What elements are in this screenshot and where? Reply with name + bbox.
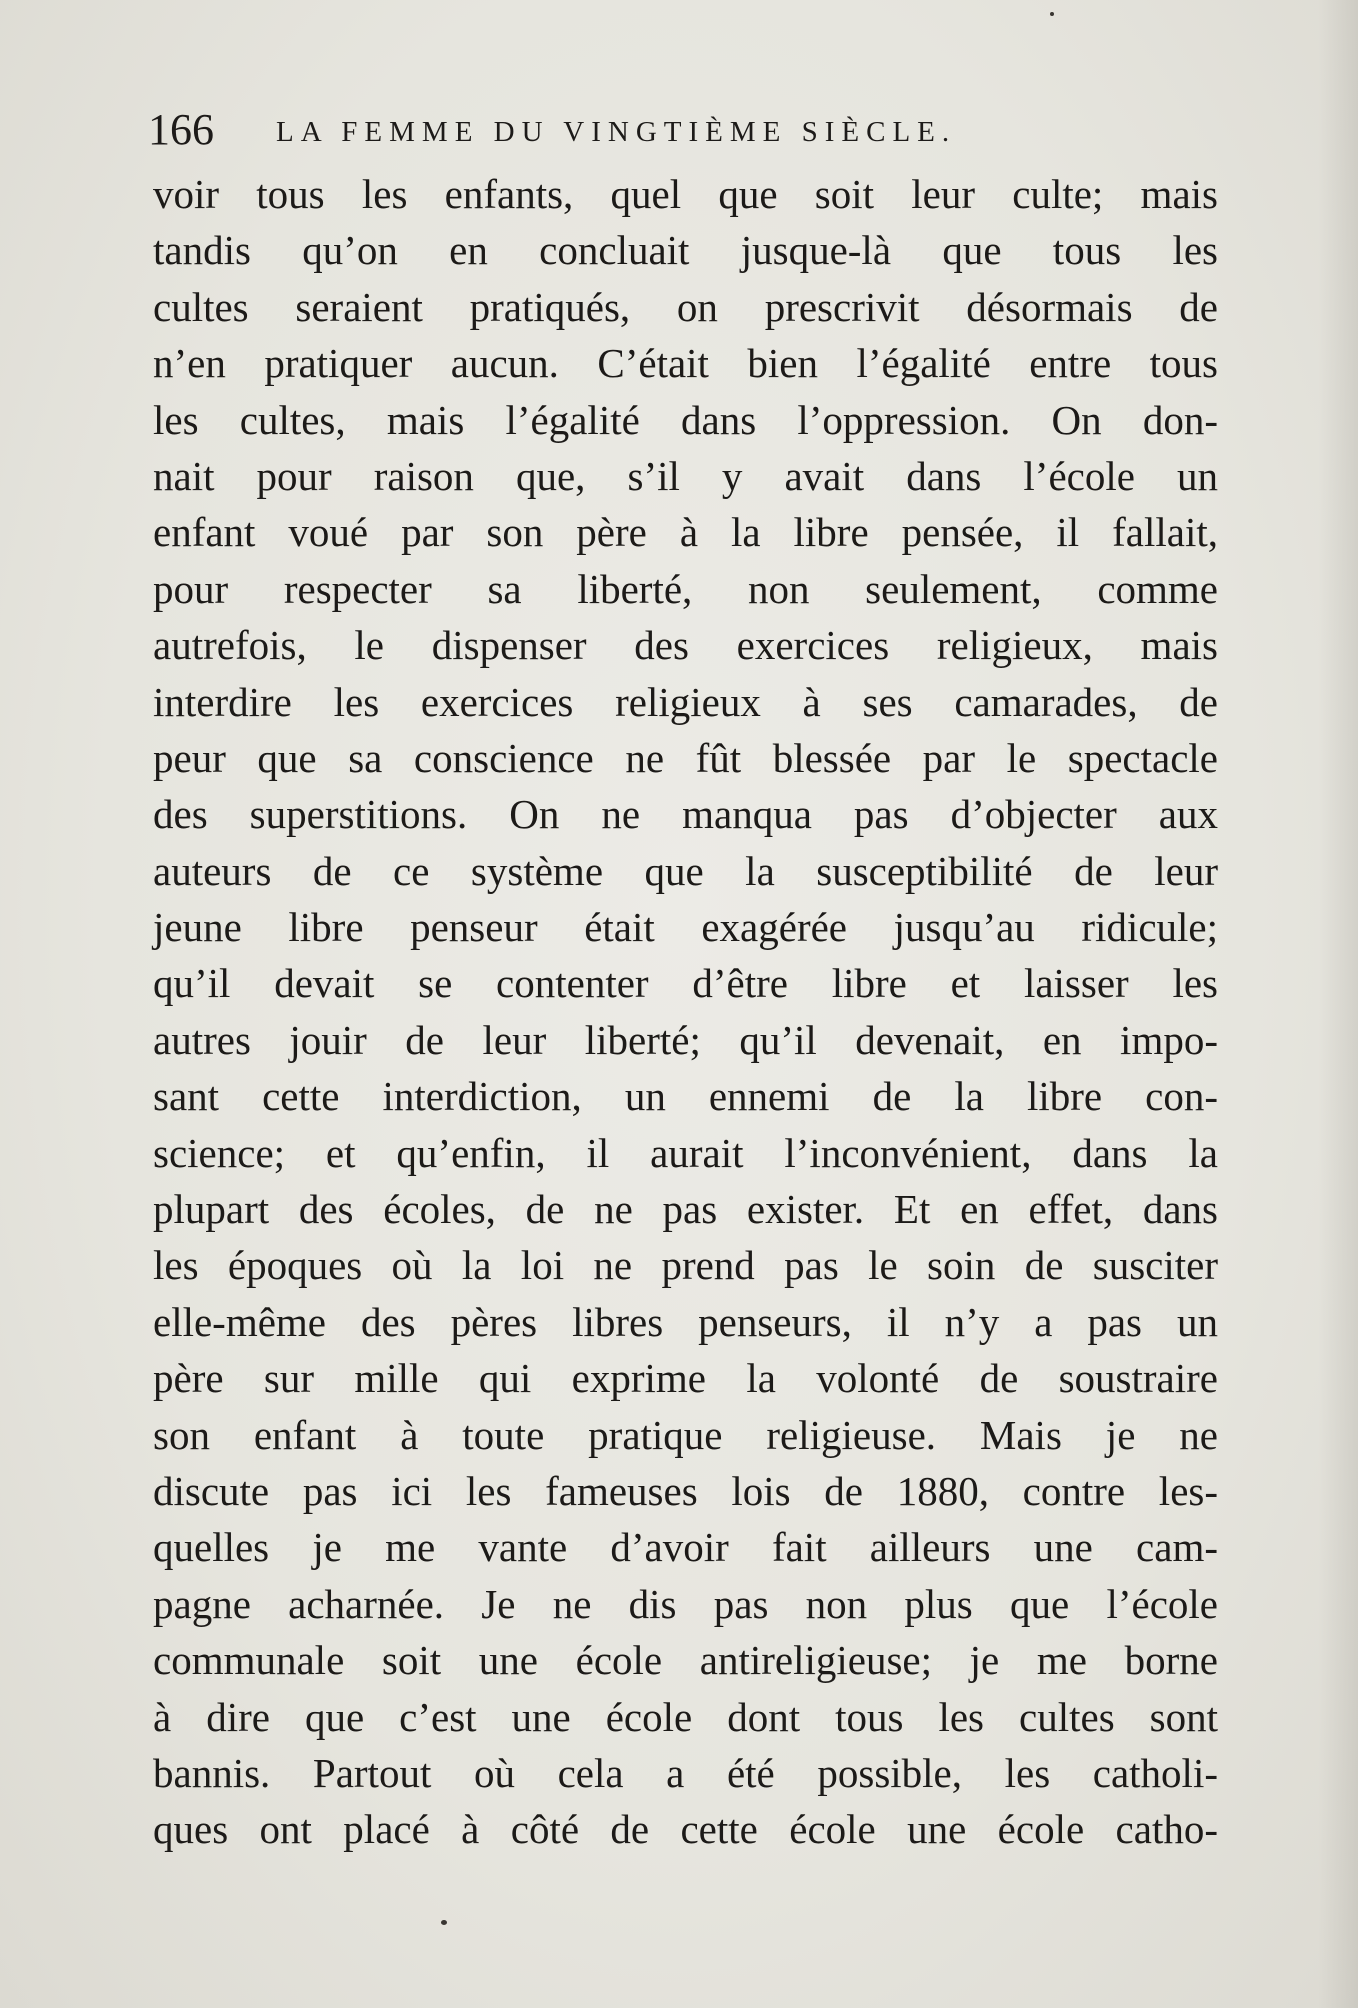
text-line: plupart des écoles, de ne pas exister. Et en effet, dans — [153, 1186, 1218, 1233]
page-edge-shadow — [1318, 0, 1358, 2008]
text-line: peur que sa conscience ne fût blessée par le spectacle — [153, 734, 1218, 781]
text-line: autrefois, le dispenser des exercices religieux, mais — [153, 622, 1218, 669]
paper-speck — [1050, 12, 1054, 16]
text-line: autres jouir de leur liberté; qu’il devenait, en impo- — [153, 1016, 1218, 1063]
text-line: ques ont placé à côté de cette école une école catho- — [153, 1806, 1218, 1853]
text-line: discute pas ici les fameuses lois de 1880, contre les- — [153, 1467, 1218, 1514]
text-line: auteurs de ce système que la susceptibilité de leur — [153, 847, 1218, 894]
text-line: pour respecter sa liberté, non seulement, comme — [153, 565, 1218, 612]
text-line: cultes seraient pratiqués, on prescrivit désormais de — [153, 283, 1218, 330]
text-line: sant cette interdiction, un ennemi de la libre con- — [153, 1073, 1218, 1120]
text-line: nait pour raison que, s’il y avait dans l’école un — [153, 452, 1218, 499]
text-line: qu’il devait se contenter d’être libre et laisser les — [153, 960, 1218, 1007]
text-line: science; et qu’enfin, il aurait l’inconvénient, dans la — [153, 1129, 1218, 1176]
body-text — [153, 166, 1218, 1858]
text-line: les époques où la loi ne prend pas le soin de susciter — [153, 1242, 1218, 1289]
text-line: père sur mille qui exprime la volonté de soustraire — [153, 1355, 1218, 1402]
text-line: des superstitions. On ne manqua pas d’objecter aux — [153, 791, 1218, 838]
paper-speck — [441, 1920, 447, 1925]
text-line: voir tous les enfants, quel que soit leur culte; mais — [153, 171, 1218, 217]
text-line: communale soit une école antireligieuse; je me borne — [153, 1637, 1218, 1684]
page-number: 166 — [148, 105, 214, 154]
text-line: interdire les exercices religieux à ses camarades, de — [153, 678, 1218, 725]
text-line: tandis qu’on en concluait jusque-là que tous les — [153, 227, 1218, 274]
text-line: pagne acharnée. Je ne dis pas non plus que l’école — [153, 1580, 1218, 1627]
text-line: enfant voué par son père à la libre pensée, il fallait, — [153, 509, 1218, 556]
page-header — [148, 100, 1228, 160]
text-line: à dire que c’est une école dont tous les cultes sont — [153, 1693, 1218, 1740]
text-line: elle-même des pères libres penseurs, il n’y a pas un — [153, 1298, 1218, 1345]
running-title: LA FEMME DU VINGTIÈME SIÈCLE. — [276, 116, 957, 148]
text-line: n’en pratiquer aucun. C’était bien l’égalité entre tous — [153, 340, 1218, 387]
text-line: son enfant à toute pratique religieuse. Mais je ne — [153, 1411, 1218, 1458]
text-line: les cultes, mais l’égalité dans l’oppression. On don- — [153, 396, 1218, 443]
text-line: jeune libre penseur était exagérée jusqu’au ridicule; — [153, 904, 1218, 951]
text-line: quelles je me vante d’avoir fait ailleurs une cam- — [153, 1524, 1218, 1571]
text-line: bannis. Partout où cela a été possible, les catholi- — [153, 1749, 1218, 1796]
